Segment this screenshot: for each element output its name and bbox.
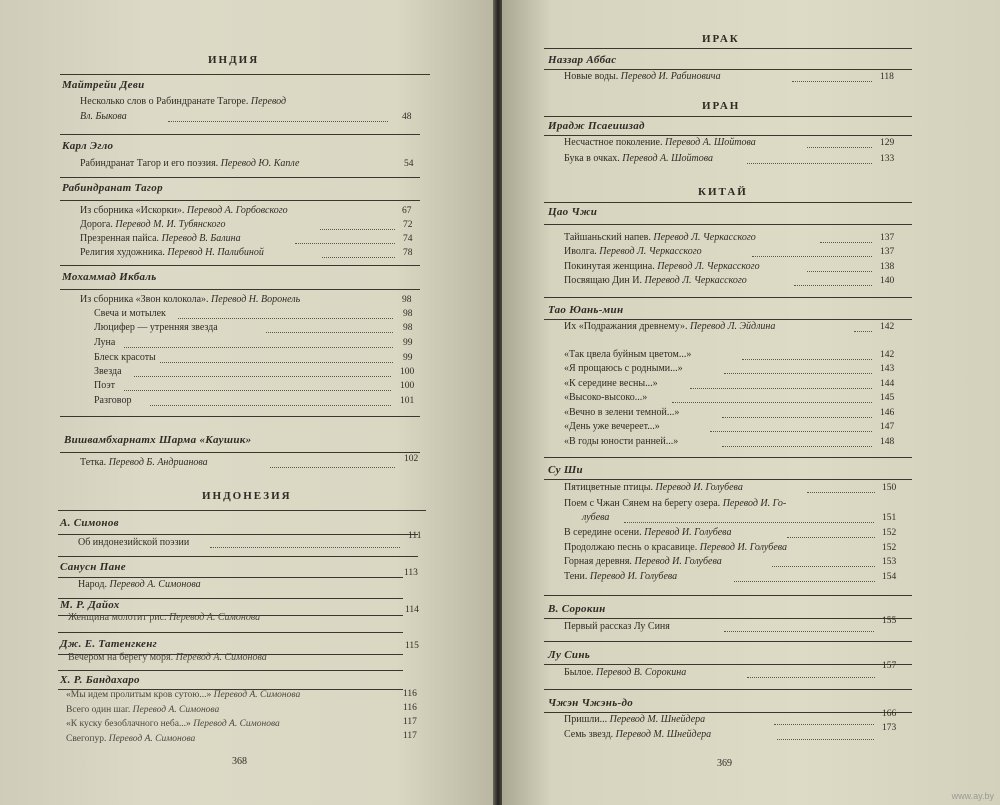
page-number: 113 [404, 568, 418, 578]
author-su: Су Ши [548, 464, 583, 476]
divider [544, 224, 912, 225]
toc-entry: Об индонезийской поэзии [78, 537, 190, 548]
toc-entry: В середине осени. Перевод И. Голубева [564, 527, 732, 538]
page-number: 166 [882, 709, 897, 719]
toc-entry: «Так цвела буйным цветом...» [564, 349, 692, 360]
toc-entry: Презренная пайса. Перевод В. Балина [80, 233, 241, 244]
page-number: 118 [880, 72, 894, 82]
page-number: 140 [880, 276, 895, 286]
page-number: 147 [880, 422, 895, 432]
page-number: 117 [403, 717, 417, 727]
toc-entry: Свеча и мотылек [94, 308, 166, 319]
section-indonesia: ИНДОНЕЗИЯ [202, 490, 292, 502]
divider [60, 416, 420, 417]
author-bandaharo: Х. Р. Бандахаро [60, 674, 140, 686]
page-number: 129 [880, 138, 895, 148]
divider [544, 618, 912, 619]
author-iqbal: Мохаммад Икбаль [62, 271, 157, 283]
author-iraj: Ирадж Псаеишзад [548, 120, 645, 132]
divider [544, 457, 912, 458]
divider [58, 534, 418, 535]
toc-entry: Семь звезд. Перевод М. Шнейдера [564, 729, 712, 740]
divider [544, 641, 912, 642]
toc-entry: Посвящаю Дин И. Перевод Л. Черкасского [564, 275, 747, 286]
toc-entry: Луна [94, 337, 116, 348]
toc-entry: Первый рассказ Лу Синя [564, 621, 670, 632]
page-number: 67 [402, 206, 412, 216]
divider [544, 689, 912, 690]
section-india: ИНДИЯ [208, 54, 260, 66]
page-number: 74 [403, 234, 413, 244]
page-number: 102 [404, 454, 419, 464]
page-number: 54 [404, 159, 414, 169]
toc-entry: «Я прощаюсь с родными...» [564, 363, 683, 374]
toc-entry: Продолжаю песнь о красавице. Перевод И. Голубева [564, 542, 788, 553]
toc-entry: Вечером на берегу моря. Перевод А. Симонова [68, 652, 267, 663]
section-iran: ИРАН [702, 100, 741, 112]
toc-entry: Пятицветные птицы. Перевод И. Голубева [564, 482, 743, 493]
divider [58, 670, 403, 671]
left-page [0, 0, 495, 805]
page-number: 173 [882, 723, 897, 733]
toc-entry: Религия художника. Перевод Н. Палибиной [80, 247, 264, 258]
section-iraq: ИРАК [702, 33, 740, 45]
page-number: 137 [880, 233, 895, 243]
page-number: 142 [880, 350, 895, 360]
page-number: 99 [403, 353, 413, 363]
toc-entry: Из сборника «Искорки». Перевод А. Горбовского [80, 205, 288, 216]
divider [544, 664, 912, 665]
author-devi: Майтрейи Деви [62, 79, 145, 91]
section-china: КИТАЙ [698, 186, 748, 198]
page-number: 154 [882, 572, 897, 582]
folio-right: 369 [717, 758, 732, 769]
page-number: 72 [403, 220, 413, 230]
author-sorokin: В. Сорокин [548, 603, 606, 615]
divider [60, 452, 420, 453]
toc-entry: Звезда [94, 366, 122, 377]
divider [544, 202, 912, 203]
toc-entry: Разговор [94, 395, 132, 406]
page-number: 152 [882, 543, 897, 553]
author-sanusi: Санусн Пане [60, 561, 126, 573]
page-number: 98 [403, 323, 413, 333]
divider [60, 134, 420, 135]
divider [544, 712, 912, 713]
toc-entry: Всего один шаг. Перевод А. Симонова [66, 705, 220, 715]
page-number: 150 [882, 483, 897, 493]
page-number: 157 [882, 661, 897, 671]
toc-entry: «Вечно в зелени темной...» [564, 407, 680, 418]
toc-entry: Тайшаньский напев. Перевод Л. Черкасского [564, 232, 756, 243]
page-number: 98 [403, 309, 413, 319]
page-number: 146 [880, 408, 895, 418]
divider [60, 177, 420, 178]
author-dayoh: М. Р. Дайох [60, 599, 120, 611]
right-page [502, 0, 1000, 805]
page-number: 101 [400, 396, 415, 406]
divider [544, 69, 912, 70]
toc-entry: Новые воды. Перевод И. Рабиновича [564, 71, 721, 82]
divider [60, 200, 420, 201]
page-number: 137 [880, 247, 895, 257]
author-tao: Тао Юань-мин [548, 304, 624, 316]
divider [60, 289, 420, 290]
divider [544, 135, 912, 136]
toc-entry: «К середине весны...» [564, 378, 658, 389]
page-number: 48 [402, 112, 412, 122]
toc-entry: Иволга. Перевод Л. Черкасского [564, 246, 702, 257]
divider [544, 116, 912, 117]
toc-entry: Несчастное поколение. Перевод А. Шойтова [564, 137, 756, 148]
divider [544, 297, 912, 298]
divider [58, 577, 403, 578]
toc-entry: лубева [582, 512, 610, 523]
page-number: 99 [403, 338, 413, 348]
toc-entry: «День уже вечереет...» [564, 421, 660, 432]
page-number: 143 [880, 364, 895, 374]
page-number: 144 [880, 379, 895, 389]
divider [60, 265, 420, 266]
toc-entry: Их «Подражания древнему». Перевод Л. Эйдлина [564, 321, 776, 332]
toc-entry: Люцифер — утренняя звезда [94, 322, 218, 333]
toc-entry: Дорога. Перевод М. И. Тубянского [80, 219, 226, 230]
author-tagore: Рабиндранат Тагор [62, 182, 163, 194]
divider [58, 510, 426, 511]
page-number: 153 [882, 557, 897, 567]
divider [58, 632, 403, 633]
divider [544, 48, 912, 49]
toc-entry: Несколько слов о Рабиндранате Тагоре. Перевод [80, 96, 287, 107]
author-ellgo: Карл Эгло [62, 140, 114, 152]
divider [544, 479, 912, 480]
page-number: 98 [402, 295, 412, 305]
author-zhang: Чжэн Чжэнь-до [548, 697, 634, 709]
divider [544, 595, 912, 596]
toc-entry: Из сборника «Звон колокола». Перевод Н. Воронель [80, 294, 301, 305]
watermark: www.ay.by [951, 791, 994, 801]
page-number: 148 [880, 437, 895, 447]
divider [58, 556, 418, 557]
toc-entry: Тени. Перевод И. Голубева [564, 571, 678, 582]
page-number: 114 [405, 605, 419, 615]
toc-entry: «К куску безоблачного неба...» Перевод А. Симонова [66, 719, 280, 729]
divider [544, 319, 912, 320]
page-number: 116 [403, 703, 417, 713]
toc-entry: Покинутая женщина. Перевод Л. Черкасского [564, 261, 760, 272]
toc-entry: «Мы идем пролитым кров сутою...» Перевод А. Симонова [66, 690, 301, 700]
page-number: 116 [403, 689, 417, 699]
toc-entry: Поем с Чжан Сянем на берегу озера. Перевод И. Го- [564, 498, 787, 509]
page-number: 115 [405, 641, 419, 651]
page-number: 138 [880, 262, 895, 272]
author-cao: Цао Чжи [548, 206, 598, 218]
toc-entry: Женщина молотит рис. Перевод А. Симонова [68, 612, 261, 623]
page-number: 78 [403, 248, 413, 258]
page-number: 100 [400, 381, 415, 391]
toc-entry: Тетка. Перевод Б. Андрианова [80, 457, 208, 468]
toc-entry: Горная деревня. Перевод И. Голубева [564, 556, 722, 567]
author-lu: Лу Синь [548, 649, 591, 661]
author-simonov: А. Симонов [60, 517, 119, 529]
toc-entry: Бука в очках. Перевод А. Шойтова [564, 153, 714, 164]
divider [60, 74, 430, 75]
toc-entry: Былое. Перевод В. Сорокина [564, 667, 687, 678]
page-number: 142 [880, 322, 895, 332]
toc-entry: Пришли... Перевод М. Шнейдера [564, 714, 706, 725]
page-number: 145 [880, 393, 895, 403]
page-number: 151 [882, 513, 897, 523]
toc-entry: Народ. Перевод А. Симонова [78, 579, 201, 590]
page-number: 117 [403, 731, 417, 741]
author-tatengkeng: Дж. Е. Татенгкенг [60, 638, 158, 650]
toc-entry: Блеск красоты [94, 352, 156, 363]
page-number: 155 [882, 616, 897, 626]
toc-entry: «Высоко-высоко...» [564, 392, 648, 403]
toc-entry: Поэт [94, 380, 116, 391]
toc-entry: Вл. Быкова [80, 111, 127, 122]
folio-left: 368 [232, 756, 247, 767]
page-number: 152 [882, 528, 897, 538]
toc-entry: «В годы юности ранней...» [564, 436, 679, 447]
page-number: 111 [408, 531, 422, 541]
toc-entry: Рабиндранат Тагор и его поэзия. Перевод Ю. Капле [80, 158, 300, 169]
author-sharma: Вишвамбхарнатх Шарма «Каушик» [64, 434, 252, 446]
page-number: 133 [880, 154, 895, 164]
toc-entry: Свегопур. Перевод А. Симонова [66, 734, 196, 744]
author-abbas: Наззар Аббас [548, 54, 617, 66]
page-number: 100 [400, 367, 415, 377]
